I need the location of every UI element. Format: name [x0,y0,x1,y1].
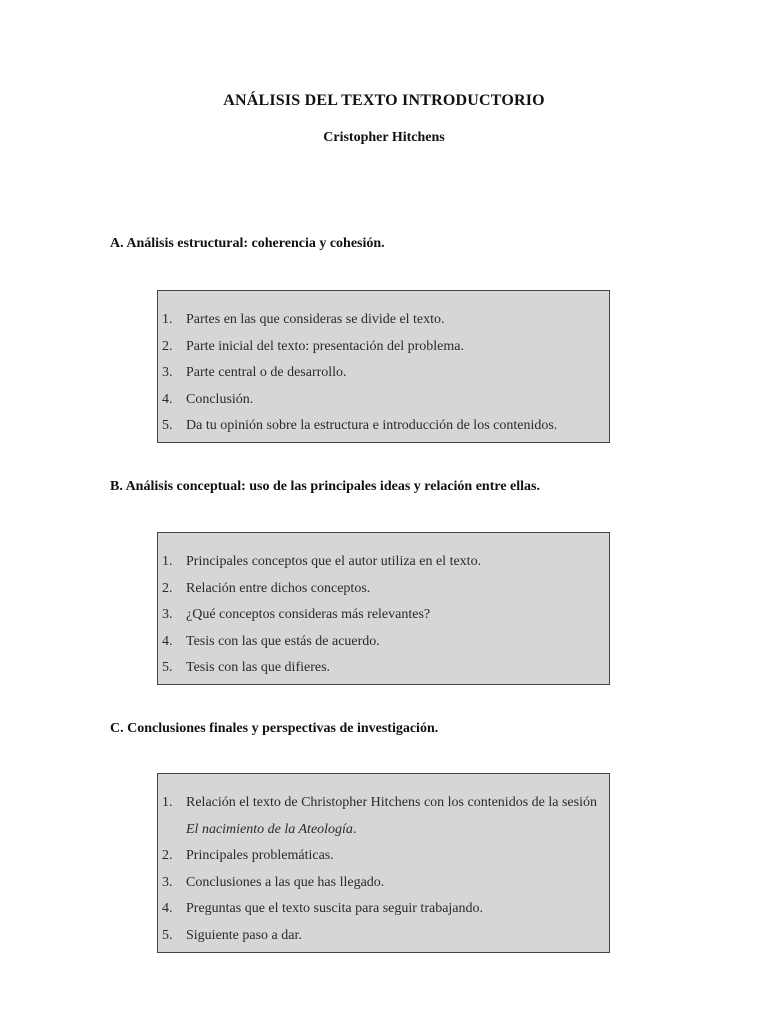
list-item [162,870,601,897]
list-item [162,334,601,361]
list-item [162,655,601,682]
item-number: 2. [162,580,173,596]
list-item [162,576,601,603]
list-item [162,360,601,387]
item-text: ¿Qué conceptos consideras más relevantes? [186,607,431,622]
item-number: 5. [162,660,173,675]
item-text: Relación entre dichos conceptos. [186,580,371,596]
item-text: Parte inicial del texto: presentación del problema. [186,338,464,354]
item-number: 3. [162,365,173,380]
list-item [162,896,601,923]
item-number: 2. [162,848,173,863]
list-item [162,413,601,440]
item-number: 4. [162,901,173,916]
item-number: 3. [162,874,173,890]
list-item [162,307,601,334]
item-text: Conclusión. [186,391,254,407]
item-number: 5. [162,418,173,433]
item-text [186,790,601,843]
section-c-heading: C. Conclusiones finales y perspectivas de investigación. [110,721,439,736]
session-title-emphasis: El nacimiento de la Ateología [186,821,353,837]
item-number: 1. [162,795,173,810]
item-number: 4. [162,633,173,649]
item-text: Tesis con las que estás de acuerdo. [186,633,380,649]
item-text: Preguntas que el texto suscita para seguir trabajando. [186,901,484,916]
item-number: 4. [162,391,173,407]
list-item [162,923,601,950]
list-item [162,790,601,843]
item-text: Conclusiones a las que has llegado. [186,874,385,890]
section-a-heading: A. Análisis estructural: coherencia y cohesión. [110,236,385,251]
list-item [162,629,601,656]
document-title: ANÁLISIS DEL TEXTO INTRODUCTORIO [223,92,545,109]
list-item [162,602,601,629]
section-c-question-box [157,773,610,953]
list-item [162,549,601,576]
item-text: Tesis con las que difieres. [186,660,331,675]
item-number: 3. [162,607,173,622]
section-b-heading: B. Análisis conceptual: uso de las principales ideas y relación entre ellas. [110,479,541,494]
item-number: 2. [162,338,173,354]
section-a-question-box [157,290,610,443]
item-number: 1. [162,312,173,327]
document-author: Cristopher Hitchens [323,130,445,145]
section-b-question-box [157,532,610,685]
item-text: Siguiente paso a dar. [186,927,302,943]
item-text: Principales conceptos que el autor utiliza en el texto. [186,554,482,569]
item-text: Principales problemáticas. [186,848,334,863]
item-number: 5. [162,927,173,943]
item-text: Parte central o de desarrollo. [186,365,347,380]
list-item [162,387,601,414]
item-text: Partes en las que consideras se divide el texto. [186,312,445,327]
list-item [162,843,601,870]
item-text-main: Relación el texto de Christopher Hitchens con los contenidos de la sesión [186,795,597,810]
item-number: 1. [162,554,173,569]
item-text: Da tu opinión sobre la estructura e introducción de los contenidos. [186,418,558,433]
item-text-suffix: . [352,821,357,837]
